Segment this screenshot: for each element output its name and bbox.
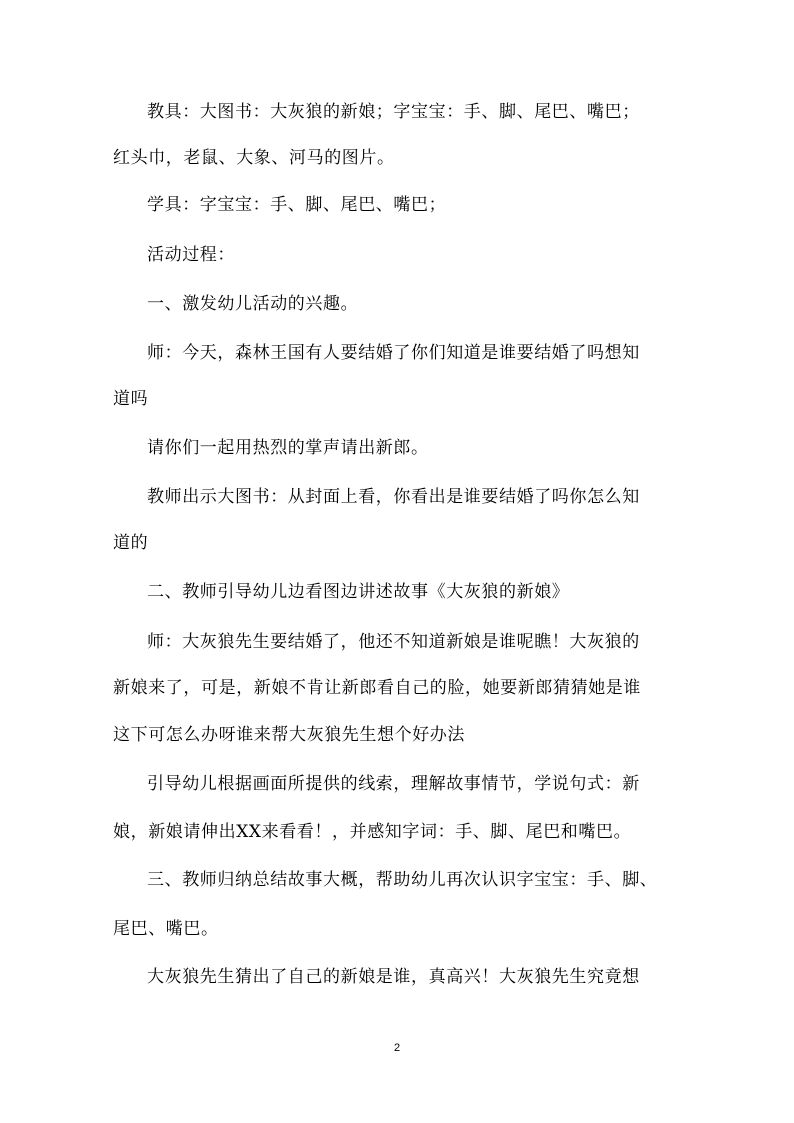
text-line: 道的	[113, 533, 149, 553]
text-line: 教师出示大图书：从封面上看，你看出是谁要结婚了吗你怎么知	[147, 487, 640, 507]
page-number: 2	[393, 1042, 401, 1054]
text-line: 红头巾，老鼠、大象、河马的图片。	[113, 148, 395, 168]
text-line: 二、教师引导幼儿边看图边讲述故事《大灰狼的新娘》	[147, 582, 570, 602]
text-line: 大灰狼先生猜出了自己的新娘是谁，真高兴！大灰狼先生究竟想	[147, 967, 640, 987]
text-line: 活动过程：	[147, 245, 235, 265]
text-line: 道吗	[113, 389, 149, 409]
text-line: 新娘来了，可是，新娘不肯让新郎看自己的脸，她要新郎猜猜她是谁	[113, 678, 641, 698]
text-line: 教具：大图书：大灰狼的新娘；字宝宝：手、脚、尾巴、嘴巴；	[147, 102, 640, 122]
text-line: 娘，新娘请伸出XX来看看！，并感知字词：手、脚、尾巴和嘴巴。	[113, 822, 632, 842]
text-line: 一、激发幼儿活动的兴趣。	[147, 294, 359, 314]
text-line: 尾巴、嘴巴。	[113, 919, 219, 939]
text-line: 请你们一起用热烈的掌声请出新郎。	[147, 438, 429, 458]
text-line: 学具：字宝宝：手、脚、尾巴、嘴巴；	[147, 195, 447, 215]
text-line: 引导幼儿根据画面所提供的线索，理解故事情节，学说句式：新	[147, 774, 640, 794]
text-line: 三、教师归纳总结故事大概，帮助幼儿再次认识字宝宝：手、脚、	[147, 870, 658, 890]
text-line: 师：大灰狼先生要结婚了，他还不知道新娘是谁呢瞧！大灰狼的	[147, 632, 640, 652]
text-line: 这下可怎么办呀谁来帮大灰狼先生想个好办法	[113, 725, 465, 745]
text-line: 师：今天，森林王国有人要结婚了你们知道是谁要结婚了吗想知	[147, 343, 640, 363]
